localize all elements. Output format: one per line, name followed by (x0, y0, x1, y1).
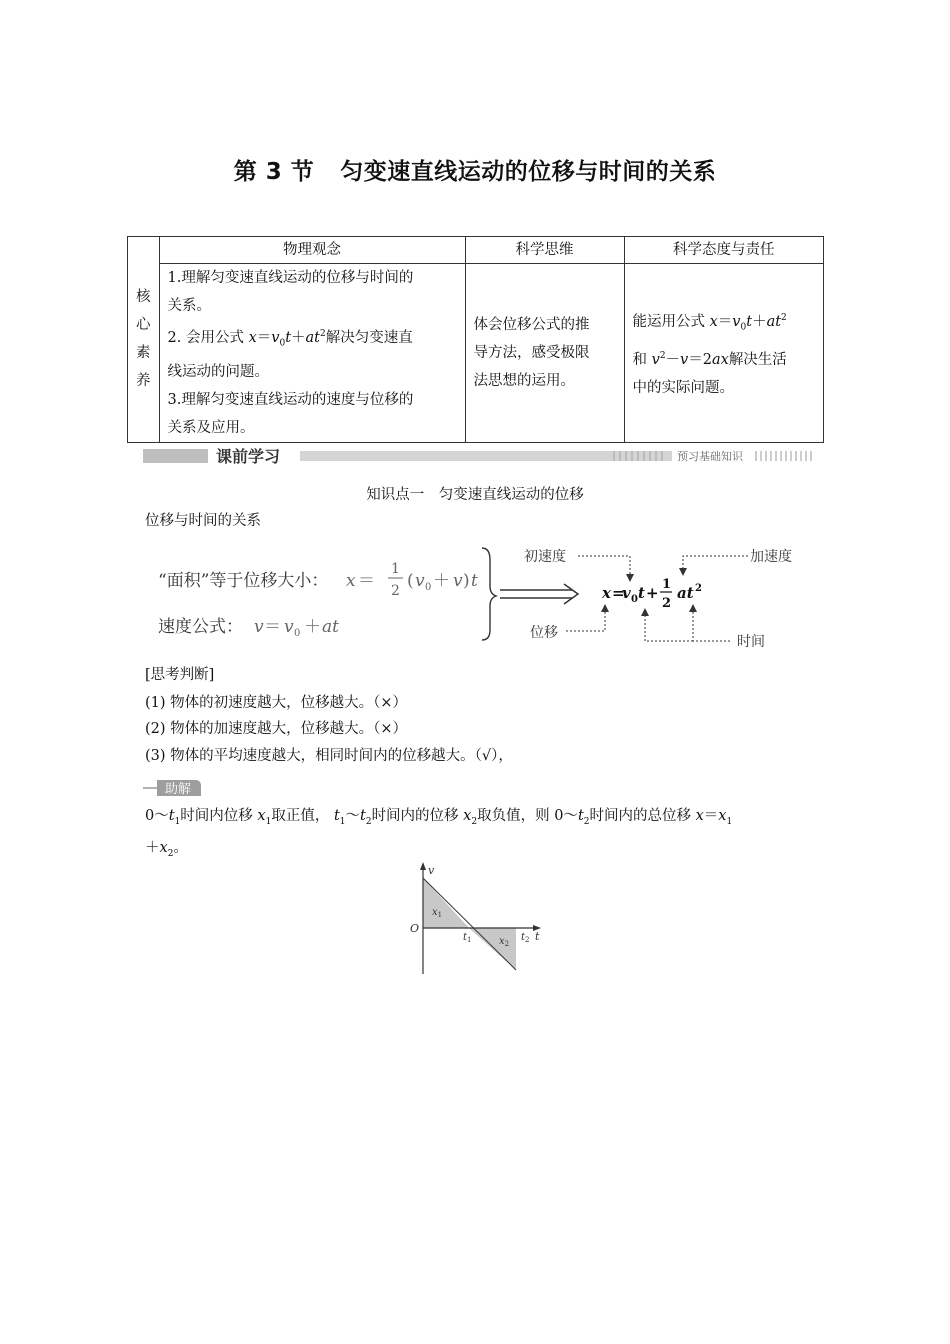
judgment-item-3: (3) 物体的平均速度越大，相同时间内的位移越大。（√）， (145, 748, 513, 764)
help-badge-label: 助解 (165, 782, 192, 797)
judgment-item-2: (2) 物体的加速度越大，位移越大。（×） (145, 721, 408, 737)
svg-text:at: at (322, 617, 339, 637)
svg-text:＋: ＋ (433, 571, 450, 591)
section-number: 第 3 节 (233, 159, 315, 185)
svg-text:0: 0 (631, 594, 638, 605)
initial-velocity-label: 初速度 (524, 549, 566, 565)
velocity-time-graph (405, 860, 550, 978)
section-banner (143, 446, 815, 466)
physics-concept-cell: 1.理解匀变速直线运动的位移与时间的 关系。 2. 会用公式 $x=v_0t+at^2$解决匀变速直 线运动的问题。 3.理解匀变速直线运动的速度与位移的 关系及应用。 (159, 264, 465, 443)
header-scientific-attitude: 科学态度与责任 (624, 237, 824, 264)
svg-text:+: + (646, 584, 659, 602)
label-x1: $x_1$ (432, 907, 443, 919)
svg-text:1: 1 (391, 561, 400, 577)
svg-text:at: at (677, 584, 694, 602)
svg-text:＋: ＋ (304, 617, 321, 637)
svg-text:): ) (463, 571, 470, 591)
header-physics-concept: 物理观念 (159, 237, 465, 264)
subtitle: 位移与时间的关系 (145, 513, 261, 529)
label-x2: $x_2$ (499, 936, 510, 948)
section-title: 匀变速直线运动的位移与时间的关系 (340, 159, 717, 185)
origin-label: O (410, 922, 420, 935)
formula-diagram (150, 540, 815, 652)
svg-text:t: t (471, 571, 478, 591)
time-label: 时间 (737, 634, 765, 650)
knowledge-point-title: 知识点一 匀变速直线运动的位移 (366, 487, 584, 503)
svg-text:1: 1 (662, 577, 672, 592)
svg-text:v: v (254, 617, 264, 637)
axis-v-label: v (428, 864, 435, 877)
svg-text:＝: ＝ (264, 617, 281, 637)
svg-text:x: x (346, 571, 356, 591)
core-literacy-label: 核 心 素 养 (128, 237, 160, 443)
svg-text:2: 2 (662, 596, 672, 611)
page-title (0, 153, 950, 186)
svg-text:x: x (602, 584, 611, 602)
svg-text:0: 0 (294, 628, 301, 639)
svg-text:v: v (622, 584, 631, 602)
svg-text:t: t (638, 584, 645, 602)
help-paragraph: $0\sim t_1$时间内位移 $x_1$取正值， $t_1\sim t_2$时间内的位移 $x_2$取负值，则 $0\sim t_2$时间内的总位移 $x=x_1$ $+x_2$。 (145, 808, 733, 859)
axis-t-label: t (535, 930, 540, 943)
core-literacy-table (127, 236, 824, 443)
banner-label: 课前学习 (216, 447, 281, 466)
acceleration-label: 加速度 (750, 549, 792, 565)
label-t2: $t_2$ (521, 932, 530, 944)
scientific-thinking-cell: 体会位移公式的推 导方法，感受极限 法思想的运用。 (465, 264, 624, 443)
svg-text:2: 2 (695, 583, 702, 594)
svg-text:=: = (612, 584, 625, 602)
svg-text:v: v (453, 571, 463, 591)
svg-text:(: ( (407, 571, 414, 591)
banner-right: 预习基础知识 (677, 450, 743, 463)
judgment-item-1: (1) 物体的初速度越大，位移越大。（×） (145, 695, 408, 711)
area-label: “面积”等于位移大小： (158, 571, 329, 591)
formula-line: 2. 会用公式 $x=v_0t+at^2$解决匀变速直 (167, 329, 413, 349)
displacement-label: 位移 (530, 625, 558, 641)
svg-text:＝: ＝ (358, 571, 375, 591)
label-t1: $t_1$ (463, 932, 472, 944)
header-scientific-thinking: 科学思维 (465, 237, 624, 264)
svg-text:v: v (284, 617, 294, 637)
velocity-formula-label: 速度公式： (158, 617, 243, 637)
judgment-heading: [思考判断] (145, 667, 215, 683)
help-badge (143, 778, 205, 798)
svg-text:v: v (415, 571, 425, 591)
svg-text:0: 0 (425, 582, 432, 593)
svg-text:2: 2 (391, 583, 400, 599)
scientific-attitude-cell: 能运用公式 $x=v_0t+at^2$ 和 $v^2-v=2ax$解决生活 中的实际问题。 (624, 264, 824, 443)
